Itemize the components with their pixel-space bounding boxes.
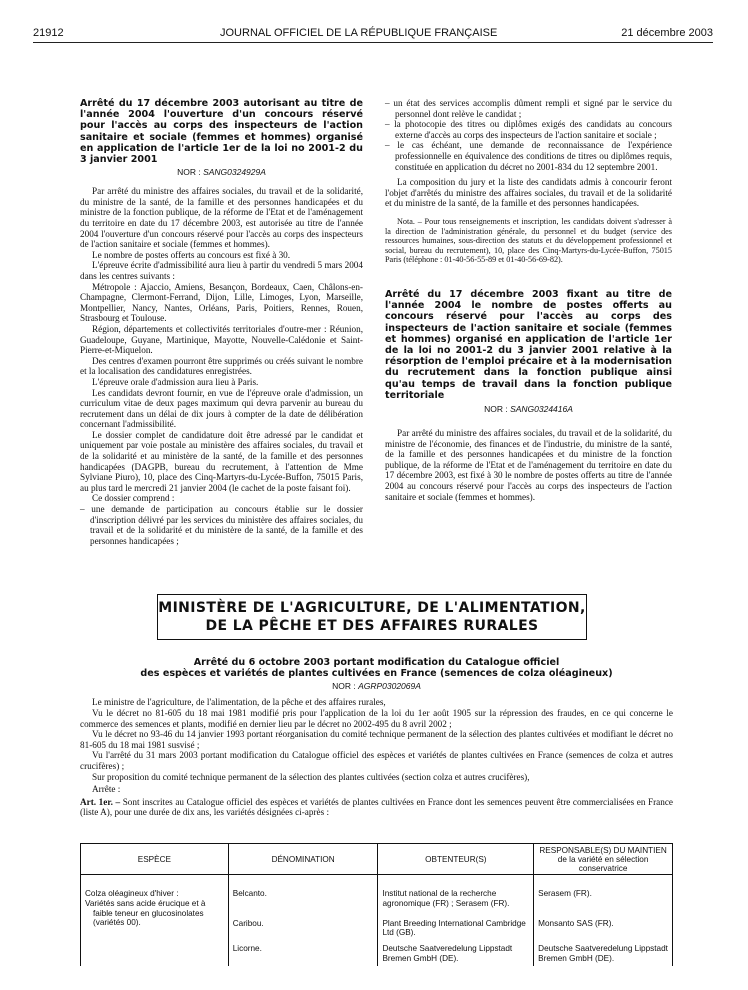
article-text: Sont inscrites au Catalogue officiel des espèces et variétés de plantes cultivées en France dont les semences peuvent être commercialisées en France (liste A), pour une durée de dix ans, les variétés désignées ci-après :: [80, 796, 674, 818]
breeder-cell: Deutsche Saatveredelung Lippstadt Bremen GmbH (DE).: [378, 940, 534, 966]
denomination-cell: Caribou.: [228, 911, 378, 941]
article-label: Art. 1er. –: [80, 796, 121, 807]
arrete2-paragraph: Par arrêté du ministre des affaires sociales, du travail et de la solidarité, du ministre de l'économie, des finances et de l'industrie, du ministre de la santé, de la famille et des personnes handicapées et du ministre de la fonction publique, de la réforme de l'Etat et de l'aménagement du territoire en date du 17 décembre 2003, est fixé à 30 le nombre de postes offerts au titre de l'année 2004 au concours réservé pour l'accès au corps des inspecteurs de l'action sanitaire et sociale (femmes et hommes).: [385, 427, 672, 502]
arrete2-section: [385, 289, 672, 502]
arrete1-paragraph: L'épreuve orale d'admission aura lieu à Paris.: [92, 376, 259, 387]
varieties-table: [80, 843, 673, 966]
header-rule: [33, 42, 713, 43]
page-number: 21912: [33, 27, 64, 39]
arrete1-paragraph: Les candidats devront fournir, en vue de l'épreuve orale d'admission, un curriculum vitae de deux pages maximum qui devra parvenir au bureau du recrutement dans un délai de dix jours à compter de la date de délibération concernant l'admissibilité.: [80, 387, 363, 430]
arrete1-paragraph: Des centres d'examen pourront être supprimés ou créés suivant le nombre et la localisation des candidatures enregistrées.: [80, 355, 363, 377]
arrete2-nor: NOR : SANG0324416A: [484, 403, 573, 414]
arrete1-nor: NOR : SANG0324929A: [177, 167, 266, 178]
ministry-line2: DE LA PÊCHE ET DES AFFAIRES RURALES: [205, 618, 539, 634]
arrete3-nor-code: AGRP0302069A: [358, 681, 421, 692]
arrete1-list-item: – la photocopie des titres ou diplômes exigés des candidats au concours externe d'accès au corps des inspecteurs de l'action sanitaire et sociale ;: [385, 119, 672, 140]
maintainer-cell: Deutsche Saatveredelung Lippstadt Bremen GmbH (DE).: [534, 940, 673, 966]
arrete1-paragraph: Le nombre de postes offerts au concours est fixé à 30.: [92, 249, 291, 260]
arrete1-paragraph: Métropole : Ajaccio, Amiens, Besançon, Bordeaux, Caen, Châlons-en-Champagne, Clermont-Ferrand, Dijon, Lille, Limoges, Lyon, Marseille, Montpellier, Nancy, Nantes, Orléans, Paris, Poitiers, Rennes, Rouen, Strasbourg et Toulouse.: [80, 281, 363, 324]
arrete3-paragraph: Vu le décret no 93-46 du 14 janvier 1993 portant réorganisation du comité technique permanent de la sélection des plantes cultivées et modifiant le décret no 81-605 du 18 mai 1981 susvisé ;: [80, 729, 673, 750]
arrete1-paragraph: Par arrêté du ministre des affaires sociales, du travail et de la solidarité, du ministre de la santé, de la famille et des personnes handicapées et du ministre de la fonction publique, de la réforme de l'Etat et de l'aménagement du territoire en date du 17 décembre 2003, est autorisée au titre de l'année 2004 l'ouverture d'un concours réservé pour l'accès au corps des inspecteurs de l'action sanitaire et sociale (femmes et hommes).: [80, 186, 363, 250]
journal-title: JOURNAL OFFICIEL DE LA RÉPUBLIQUE FRANÇAISE: [220, 27, 498, 39]
table-header-row: [81, 844, 673, 875]
ministry-line1: MINISTÈRE DE L'AGRICULTURE, DE L'ALIMENTATION,: [158, 600, 586, 616]
arrete3-title-line2: des espèces et variétés de plantes cultivées en France (semences de colza oléagineux): [140, 668, 613, 680]
right-column: [385, 98, 672, 502]
maintainer-cell: Serasem (FR).: [534, 875, 673, 911]
issue-date: 21 décembre 2003: [621, 27, 713, 39]
arrete1-paragraph: Région, départements et collectivités territoriales d'outre-mer : Réunion, Guadeloupe, Guyane, Martinique, Mayotte, Nouvelle-Calédonie et Saint-Pierre-et-Miquelon.: [80, 323, 363, 356]
arrete3-paragraph: Vu l'arrêté du 31 mars 2003 portant modification du Catalogue officiel des espèces et variétés de plantes cultivées en France (semences de colza et autres crucifères) ;: [80, 750, 673, 771]
species-cell: Colza oléagineux d'hiver : Variétés sans acide érucique et à faible teneur en glucosinolates (variétés 00).: [81, 875, 229, 966]
arrete3-article: [80, 797, 673, 818]
arrete3-paragraph: Le ministre de l'agriculture, de l'alimentation, de la pêche et des affaires rurales,: [92, 697, 386, 708]
maintainer-cell: Monsanto SAS (FR).: [534, 911, 673, 941]
breeder-cell: Institut national de la recherche agronomique (FR) ; Serasem (FR).: [378, 875, 534, 911]
arrete1-section: [80, 98, 363, 546]
arrete3-paragraph: Arrête :: [92, 784, 121, 795]
arrete3-paragraph: Vu le décret no 81-605 du 18 mai 1981 modifié pris pour l'application de la loi du 1er août 1905 sur la répression des fraudes, en ce qui concerne le commerce des semences et plants, modifié en dernier lieu par le décret no 2002-495 du 8 avril 2002 ;: [80, 708, 673, 729]
arrete3-paragraph: Sur proposition du comité technique permanent de la sélection des plantes cultivées (section colza et autres crucifères),: [92, 771, 530, 782]
arrete3-nor: NOR : AGRP0302069A: [332, 681, 421, 692]
arrete3-section: [80, 657, 673, 818]
arrete1-list-item: – le cas échéant, une demande de reconnaissance de l'expérience professionnelle en équivalence des conditions de titres ou diplômes requis, constituée en application du décret no 2001-834 du 12 septembre 2001.: [385, 140, 672, 172]
breeder-cell: Plant Breeding International Cambridge Ltd (GB).: [378, 911, 534, 941]
arrete1-paragraph: L'épreuve écrite d'admissibilité aura lieu à partir du vendredi 5 mars 2004 dans les centres suivants :: [80, 260, 363, 281]
arrete2-nor-code: SANG0324416A: [510, 403, 573, 414]
denomination-cell: Belcanto.: [228, 875, 378, 911]
denomination-cell: Licorne.: [228, 940, 378, 966]
arrete1-list-item: – une demande de participation au concours établie sur le dossier d'inscription délivré par les services du ministère des affaires sociales, du travail et de la solidarité et du ministère de la santé, de la famille et des personnes handicapées ;: [80, 504, 363, 546]
arrete1-paragraph: La composition du jury et la liste des candidats admis à concourir feront l'objet d'arrêtés du ministre des affaires sociales, du travail et de la solidarité et du ministre de la santé, de la famille et des personnes handicapées.: [385, 177, 672, 209]
col-header-breeder: OBTENTEUR(S): [378, 844, 534, 875]
arrete1-list-item: – un état des services accomplis dûment rempli et signé par le service du personnel dont relève le candidat ;: [385, 98, 672, 119]
arrete2-title: Arrêté du 17 décembre 2003 fixant au titre de l'année 2004 le nombre de postes offerts au concours réservé pour l'accès au corps des inspecteurs de l'action sanitaire et sociale (femmes et hommes) organisé en application de l'article 1er de la loi no 2001-2 du 3 janvier 2001 relative à la résorption de l'emploi précaire et à la modernisation du recrutement dans la fonction publique ainsi qu'au temps de travail dans la fonction publique territoriale: [385, 288, 672, 401]
arrete1-paragraph: Ce dossier comprend :: [92, 493, 175, 504]
col-header-species: ESPÈCE: [81, 844, 229, 875]
col-header-maintainer: RESPONSABLE(S) DU MAINTIEN de la variété en sélection conservatrice: [534, 844, 673, 875]
arrete3-title-line1: Arrêté du 6 octobre 2003 portant modification du Catalogue officiel: [193, 657, 560, 668]
arrete1-nor-code: SANG0324929A: [203, 167, 266, 178]
ministry-heading-box: [157, 594, 587, 640]
arrete1-note: Nota. – Pour tous renseignements et inscription, les candidats doivent s'adresser à la direction de l'administration générale, du personnel et du budget (service des ressources humaines, sous-direction des statuts et du développement professionnel et social, bureau du recrutement), 10, place des Cinq-Martyrs-du-Lycée-Buffon, 75015 Paris (téléphone : 01-40-56-55-89 et 01-40-56-69-82).: [385, 216, 672, 265]
arrete1-paragraph: Le dossier complet de candidature doit être adressé par le candidat et uniquement par voie postale au ministère des affaires sociales, du travail et de la solidarité et au ministère de la santé, de la famille et des personnes handicapées (DAGPB, bureau du recrutement, à l'attention de Mme Sylviane Piuro), 10, place des Cinq-Martyrs-du-Lycée-Buffon, 75015 Paris, au plus tard le mercredi 21 janvier 2004 (le cachet de la poste faisant foi).: [80, 429, 363, 493]
table-row: [81, 875, 673, 911]
arrete1-title: Arrêté du 17 décembre 2003 autorisant au titre de l'année 2004 l'ouverture d'un concours réservé pour l'accès au corps des inspecteurs de l'action sanitaire et sociale (femmes et hommes) organisé en application de l'article 1er de la loi no 2001-2 du 3 janvier 2001: [80, 98, 363, 166]
col-header-denomination: DÉNOMINATION: [228, 844, 378, 875]
